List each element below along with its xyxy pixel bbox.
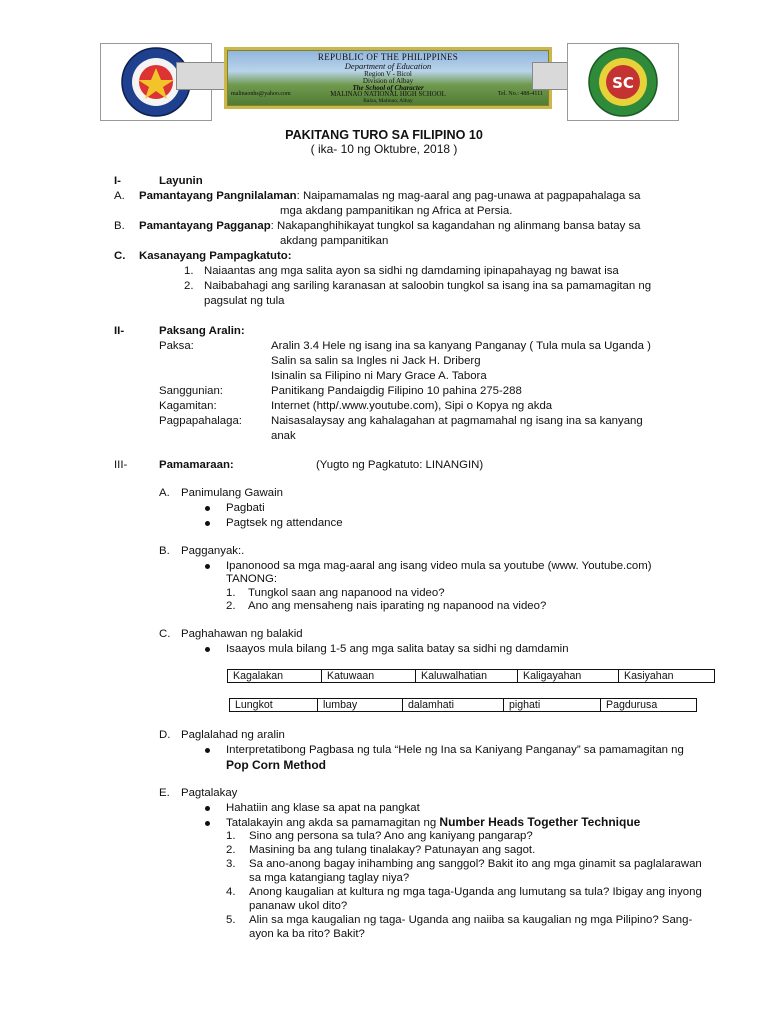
s3-q4-text: Anong kaugalian at kultura ng mga taga-Uganda ang lumutang sa tula? Ibigay ang inyong bbox=[249, 886, 702, 898]
word-cell: Kasiyahan bbox=[618, 669, 715, 683]
s3-q5-text: Alin sa mga kaugalian ng taga- Uganda ang naiiba sa kaugalian ng mga Pilipino? Sang- bbox=[249, 914, 693, 926]
s2-paksa-1: Aralin 3.4 Hele ng isang ina sa kanyang Panganay ( Tula mula sa Uganda ) bbox=[271, 340, 651, 352]
s2-pagpapahalaga-value: Naisasalaysay ang kahalagahan at pagmamahal ng isang ina sa kanyang bbox=[271, 415, 643, 427]
s3-q2-text: Masining ba ang tulang tinalakay? Patunayan ang sagot. bbox=[249, 844, 536, 856]
banner-tel: Tel. No.: 488-4111 bbox=[497, 91, 543, 97]
s1-heading: Layunin bbox=[159, 175, 203, 187]
s3-q1-number: 1. bbox=[226, 830, 236, 842]
banner-region: Region V - Bicol bbox=[364, 70, 412, 78]
word-cell: Lungkot bbox=[229, 698, 318, 712]
s2-pagpapahalaga-cont: anak bbox=[271, 430, 296, 442]
s1-item2-cont: pagsulat ng tula bbox=[204, 295, 285, 307]
s2-paksa-label: Paksa: bbox=[159, 340, 194, 352]
s3-a-b2: Pagtsek ng attendance bbox=[226, 517, 343, 529]
s3-q4-number: 4. bbox=[226, 886, 236, 898]
s3-e-title: Pagtalakay bbox=[181, 787, 238, 799]
word-cell: Pagdurusa bbox=[600, 698, 697, 712]
document-title: PAKITANG TURO SA FILIPINO 10 bbox=[285, 128, 483, 142]
s1-item2-text: Naibabahagi ang sariling karanasan at saloobin tungkol sa isang ina sa pamamagitan ng bbox=[204, 280, 652, 292]
word-cell: Katuwaan bbox=[321, 669, 416, 683]
s3-e-b1: Hahatiin ang klase sa apat na pangkat bbox=[226, 802, 420, 814]
word-cell: Kagalakan bbox=[227, 669, 322, 683]
s2-paksa-3: Isinalin sa Filipino ni Mary Grace A. Tabora bbox=[271, 370, 487, 382]
s1-number: I- bbox=[114, 175, 121, 187]
s3-e-b2: Tatalakayin ang akda sa pamamagitan ng bbox=[226, 817, 440, 829]
s3-b-q1: Tungkol saan ang napanood na video? bbox=[248, 587, 445, 599]
s1-a-label: Pamantayang Pangnilalaman bbox=[139, 190, 297, 202]
word-cell: Kaligayahan bbox=[517, 669, 619, 683]
s3-b-letter: B. bbox=[159, 545, 170, 557]
s3-heading: Pamamaraan: bbox=[159, 459, 234, 471]
document-date: ( ika- 10 ng Oktubre, 2018 ) bbox=[310, 142, 458, 156]
s2-kagamitan-label: Kagamitan: bbox=[159, 400, 217, 412]
word-cell: lumbay bbox=[317, 698, 403, 712]
s3-a-bullet1 bbox=[205, 506, 210, 511]
s3-d-bullet1 bbox=[205, 748, 210, 753]
banner-email: malinaonhs@yahoo.com bbox=[231, 91, 291, 97]
s3-d-method: Pop Corn Method bbox=[226, 758, 326, 772]
s3-d-b1: Interpretatibong Pagbasa ng tula “Hele ng Ina sa Kaniyang Panganay” sa pamamagitan ng bbox=[226, 744, 684, 756]
banner-republic: REPUBLIC OF THE PHILIPPINES bbox=[317, 52, 459, 62]
word-cell: pighati bbox=[503, 698, 601, 712]
s3-d-letter: D. bbox=[159, 729, 171, 741]
s3-q4-cont: pananaw ukol dito? bbox=[249, 900, 348, 912]
school-seal-icon bbox=[568, 44, 678, 120]
banner-department: Department of Education bbox=[344, 61, 432, 71]
s3-c-title: Paghahawan ng balakid bbox=[181, 628, 303, 640]
s3-q1-text: Sino ang persona sa tula? Ano ang kaniyang pangarap? bbox=[249, 830, 533, 842]
s3-q3-text: Sa ano-anong bagay inihambing ang sanggol? Bakit ito ang mga ginamit sa paglalarawan bbox=[249, 858, 702, 870]
banner-motto: The School of Character bbox=[352, 84, 424, 92]
s1-a-text-cont: mga akdang pampanitikan ng Africa at Persia. bbox=[280, 205, 513, 217]
s2-sanggunian-label: Sanggunian: bbox=[159, 385, 223, 397]
s3-c-bullet1 bbox=[205, 647, 210, 652]
s3-q3-number: 3. bbox=[226, 858, 236, 870]
s2-paksa-2: Salin sa salin sa Ingles ni Jack H. Driberg bbox=[271, 355, 481, 367]
s1-item1-text: Naiaantas ang mga salita ayon sa sidhi ng damdaming ipinapahayag ng bawat isa bbox=[204, 265, 619, 277]
s3-a-title: Panimulang Gawain bbox=[181, 487, 283, 499]
s1-b-label: Pamantayang Pagganap bbox=[139, 220, 271, 232]
s2-heading: Paksang Aralin: bbox=[159, 325, 245, 337]
s3-e-letter: E. bbox=[159, 787, 170, 799]
s1-item2-number: 2. bbox=[184, 280, 194, 292]
s2-sanggunian-value: Panitikang Pandaigdig Filipino 10 pahina 275-288 bbox=[271, 385, 522, 397]
s3-b-q2: Ano ang mensaheng nais iparating ng napanood na video? bbox=[248, 600, 547, 612]
s3-d-title: Paglalahad ng aralin bbox=[181, 729, 285, 741]
s1-b-row bbox=[139, 219, 641, 233]
banner-division: Division of Albay bbox=[362, 77, 414, 85]
s1-a-text: : Naipamamalas ng mag-aaral ang pag-unawa at pagpapahalaga sa bbox=[296, 190, 641, 202]
s2-number: II- bbox=[114, 325, 125, 337]
word-cell: Kaluwalhatian bbox=[415, 669, 518, 683]
s3-e-bullet2 bbox=[205, 821, 210, 826]
s2-pagpapahalaga-label: Pagpapahalaga: bbox=[159, 415, 242, 427]
s3-b-q1-number: 1. bbox=[226, 587, 236, 599]
s3-yugto: (Yugto ng Pagkatuto: LINANGIN) bbox=[316, 459, 484, 471]
s1-a-row bbox=[139, 189, 640, 203]
s3-b-b1: Ipanonood sa mga mag-aaral ang isang video mula sa youtube (www. Youtube.com) bbox=[226, 560, 652, 572]
s3-number: III- bbox=[114, 459, 128, 471]
s1-item1-number: 1. bbox=[184, 265, 194, 277]
s3-q3-cont: sa mga katangiang taglay niya? bbox=[249, 872, 410, 884]
s3-e-technique: Number Heads Together Technique bbox=[439, 815, 641, 829]
banner-address: Balza, Malinao, Albay bbox=[363, 98, 413, 104]
svg-text:SC: SC bbox=[612, 74, 634, 92]
s3-b-q2-number: 2. bbox=[226, 600, 236, 612]
s3-q5-number: 5. bbox=[226, 914, 236, 926]
s3-q5-cont: ayon ka ba rito? Bakit? bbox=[249, 928, 365, 940]
s3-b-title: Pagganyak:. bbox=[181, 545, 245, 557]
s3-e-bullet1 bbox=[205, 806, 210, 811]
s1-b-text-cont: akdang pampanitikan bbox=[280, 235, 389, 247]
s1-c-letter: C. bbox=[114, 250, 126, 262]
s3-e-b2-row bbox=[226, 815, 640, 830]
school-banner bbox=[224, 47, 552, 109]
banner-school: MALINAO NATIONAL HIGH SCHOOL bbox=[330, 91, 446, 98]
s3-a-b1: Pagbati bbox=[226, 502, 265, 514]
s3-b-tanong: TANONG: bbox=[226, 573, 278, 585]
s3-b-bullet1 bbox=[205, 564, 210, 569]
s3-c-b1: Isaayos mula bilang 1-5 ang mga salita batay sa sidhi ng damdamin bbox=[226, 643, 569, 655]
school-logo-frame bbox=[567, 43, 679, 121]
s2-kagamitan-value: Internet (http/.www.youtube.com), Sipi o Kopya ng akda bbox=[271, 400, 553, 412]
s3-c-letter: C. bbox=[159, 628, 171, 640]
s1-c-label: Kasanayang Pampagkatuto: bbox=[139, 250, 292, 262]
s1-b-letter: B. bbox=[114, 220, 125, 232]
s3-a-letter: A. bbox=[159, 487, 170, 499]
s1-b-text: : Nakapanghihikayat tungkol sa kagandahan ng alinmang bansa batay sa bbox=[270, 220, 641, 232]
s3-q2-number: 2. bbox=[226, 844, 236, 856]
word-cell: dalamhati bbox=[402, 698, 504, 712]
s3-a-bullet2 bbox=[205, 521, 210, 526]
s1-a-letter: A. bbox=[114, 190, 125, 202]
